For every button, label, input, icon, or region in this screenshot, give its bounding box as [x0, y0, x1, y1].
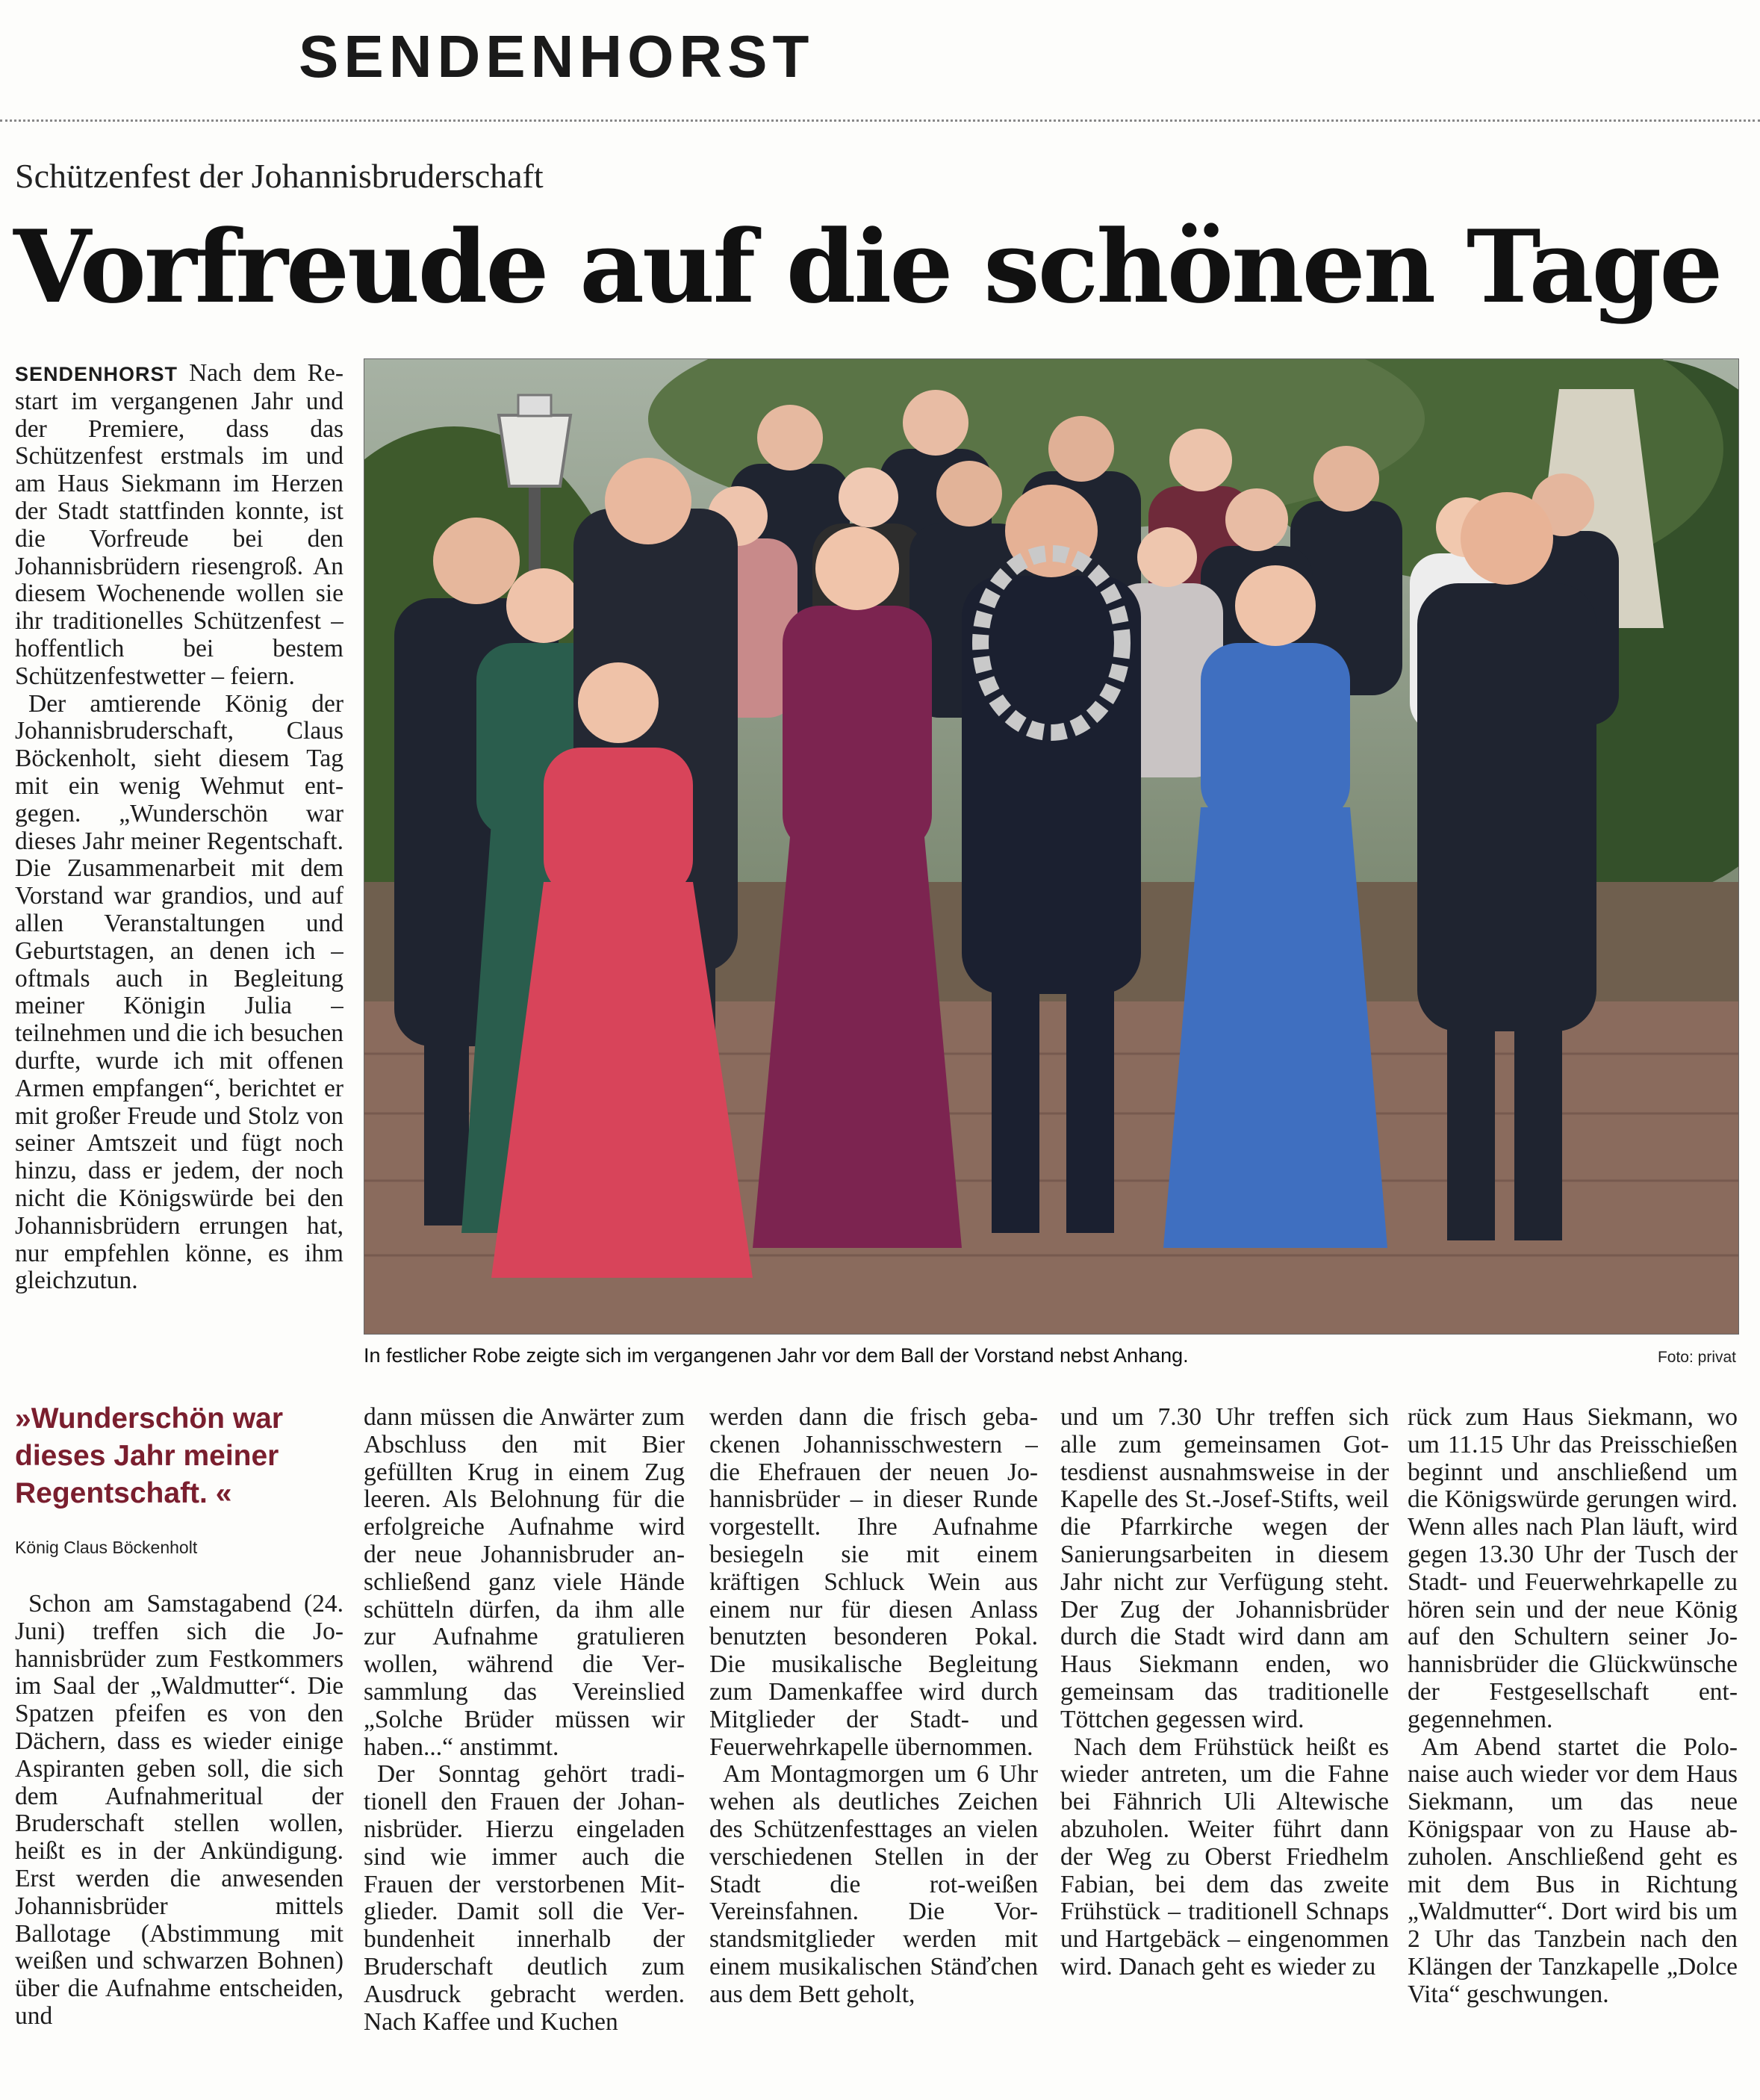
photo-credit: Foto: privat — [1657, 1349, 1736, 1366]
pull-quote-source: König Claus Böckenholt — [15, 1538, 198, 1557]
lead-paragraph-1 — [15, 360, 343, 691]
body-paragraph: rück zum Haus Siekmann, wo um 11.15 Uhr das Preisschießen beginnt und anschließend um die Königswürde gerungen wird. Wenn alles nach Plan läuft, wird gegen 13.30 Uhr der Tusch der Stadt- und Feuerwehrkapelle zu hören sein und der neue König auf den Schultern seiner Johannisbrüder die Glückwünsche der Festgesellschaft entgegennehmen. — [1408, 1404, 1738, 1733]
section-header: SENDENHORST — [299, 23, 815, 90]
body-paragraph: Am Abend startet die Polonaise auch wieder vor dem Haus Siekmann, um das neue Königspaar von zu Hause abzuholen. Anschließend geht es mit dem Bus in Richtung „Waldmutter“. Dort wird bis um 2 Uhr das Tanzbein nach den Klängen der Tanzkapelle „Dolce Vita“ geschwungen. — [1408, 1733, 1738, 2008]
kicker: Schützenfest der Johannisbruderschaft — [15, 157, 544, 195]
body-column-4 — [1060, 1404, 1389, 2084]
body-paragraph: Der Sonntag gehört traditionell den Frauen der Johannisbrüder. Hierzu eingeladen sind wie immer auch die Frauen der verstorbenen Mitglieder. Damit soll die Verbundenheit innerhalb der Bruderschaft deutlich zum Ausdruck gebracht werden. Nach Kaffee und Kuchen — [364, 1760, 685, 2036]
pull-quote-text: »Wunderschön war dieses Jahr meiner Regentschaft. « — [15, 1402, 284, 1509]
body-paragraph: Am Montagmorgen um 6 Uhr wehen als deutliches Zeichen des Schützenfesttages an vielen verschiedenen Stellen in der Stadt die rot-weißen Vereinsfahnen. Die Vorstandsmitglieder werden mit einem musikalischen Stänďchen aus dem Bett geholt, — [709, 1760, 1038, 2008]
body-paragraph: dann müssen die Anwärter zum Abschluss den mit Bier gefüllten Krug in einem Zug leeren. Als Belohnung für die erfolgreiche Aufnahme wird der neue Johannisbruder anschließend ganz viele Hände schütteln dürfen, da ihm alle zur Aufnahme gratulieren wollen, während die Versammlung das Vereinslied „Solche Brüder müssen wir haben...“ anstimmt. — [364, 1404, 685, 1761]
header-rule — [0, 119, 1760, 122]
lead-column — [15, 360, 343, 1379]
pull-quote — [15, 1400, 329, 1558]
dateline: SENDENHORST — [15, 363, 178, 385]
body-column-3 — [709, 1404, 1038, 2084]
headline: Vorfreude auf die schönen Tage — [13, 208, 1721, 326]
group-photo — [364, 358, 1739, 1335]
body-paragraph: und um 7.30 Uhr treffen sich alle zum gemeinsamen Gottesdienst ausnahmsweise in der Kapelle des St.-Josef-Stifts, weil die Pfarrkirche wegen der Sanierungsarbeiten in diesem Jahr nicht zur Verfügung steht. Der Zug der Johannisbrüder durch die Stadt wird dann am Haus Siekmann enden, wo gemeinsam das traditionelle Töttchen gegessen wird. — [1060, 1404, 1389, 1733]
body-paragraph: Schon am Samstagabend (24. Juni) treffen sich die Johannisbrüder zum Festkommers im Saal der „Waldmutter“. Die Spatzen pfeifen es von den Dächern, dass es wieder einige Aspiranten geben soll, die sich dem Aufnahmeritual der Bruderschaft stellen wollen, heißt es in der Ankündigung. Erst werden die anwesenden Johannisbrüder mittels Ballotage (Abstimmung mit weißen und schwarzen Bohnen) über die Aufnahme entscheiden, und — [15, 1591, 343, 2030]
body-paragraph: Nach dem Frühstück heißt es wieder antreten, um die Fahne bei Fähnrich Uli Altewische abzuholen. Weiter führt dann der Weg zu Oberst Friedhelm Fabian, bei dem das zweite Frühstück – traditionell Schnaps und Hartgebäck – eingenommen wird. Danach geht es wieder zu — [1060, 1733, 1389, 1981]
lead-text-1: Nach dem Restart im vergangenen Jahr und der Premiere, dass das Schützenfest erstmals im und am Haus Siekmann im Herzen der Stadt stattfinden konnte, ist die Vorfreude bei den Johannisbrüdern riesengroß. An diesem Wochenende wollen sie ihr traditionelles Schützenfest – hoffentlich bei bestem Schützenfestwetter – feiern. — [15, 360, 343, 690]
body-column-2 — [364, 1404, 685, 2084]
photo-caption: In festlicher Robe zeigte sich im vergangenen Jahr vor dem Ball der Vorstand nebst Anhang. — [364, 1344, 1189, 1367]
body-column-5 — [1408, 1404, 1738, 2084]
body-paragraph: werden dann die frisch gebackenen Johannisschwestern – die Ehefrauen der neuen Johannisbrüder – in dieser Runde vorgestellt. Ihre Aufnahme besiegeln sie mit einem kräftigen Schluck Wein aus einem nur für diesen Anlass benutzten besonderen Pokal. Die musikalische Begleitung zum Damenkaffee wird durch Mitglieder der Stadt- und Feuerwehrkapelle übernommen. — [709, 1404, 1038, 1761]
lead-paragraph-2: Der amtierende König der Johannisbruderschaft, Claus Böckenholt, sieht diesem Tag mit ein wenig Wehmut entgegen. „Wunderschön war dieses Jahr meiner Regentschaft. Die Zusammenarbeit mit dem Vorstand war grandios, und auf allen Veranstaltungen und Geburtstagen, an denen ich – oftmals auch in Begleitung meiner Königin Julia – teilnehmen und die ich besuchen durfte, wurde ich mit offenen Armen empfangen“, berichtet er mit großer Freude und Stolz von seiner Amtszeit und fügt noch hinzu, dass er jedem, der noch nicht die Königswürde bei den Johannisbrüdern errungen hat, nur empfehlen könne, es ihm gleichzutun. — [15, 689, 343, 1295]
group-photo-illustration — [364, 359, 1738, 1334]
body-column-1 — [15, 1591, 343, 2084]
